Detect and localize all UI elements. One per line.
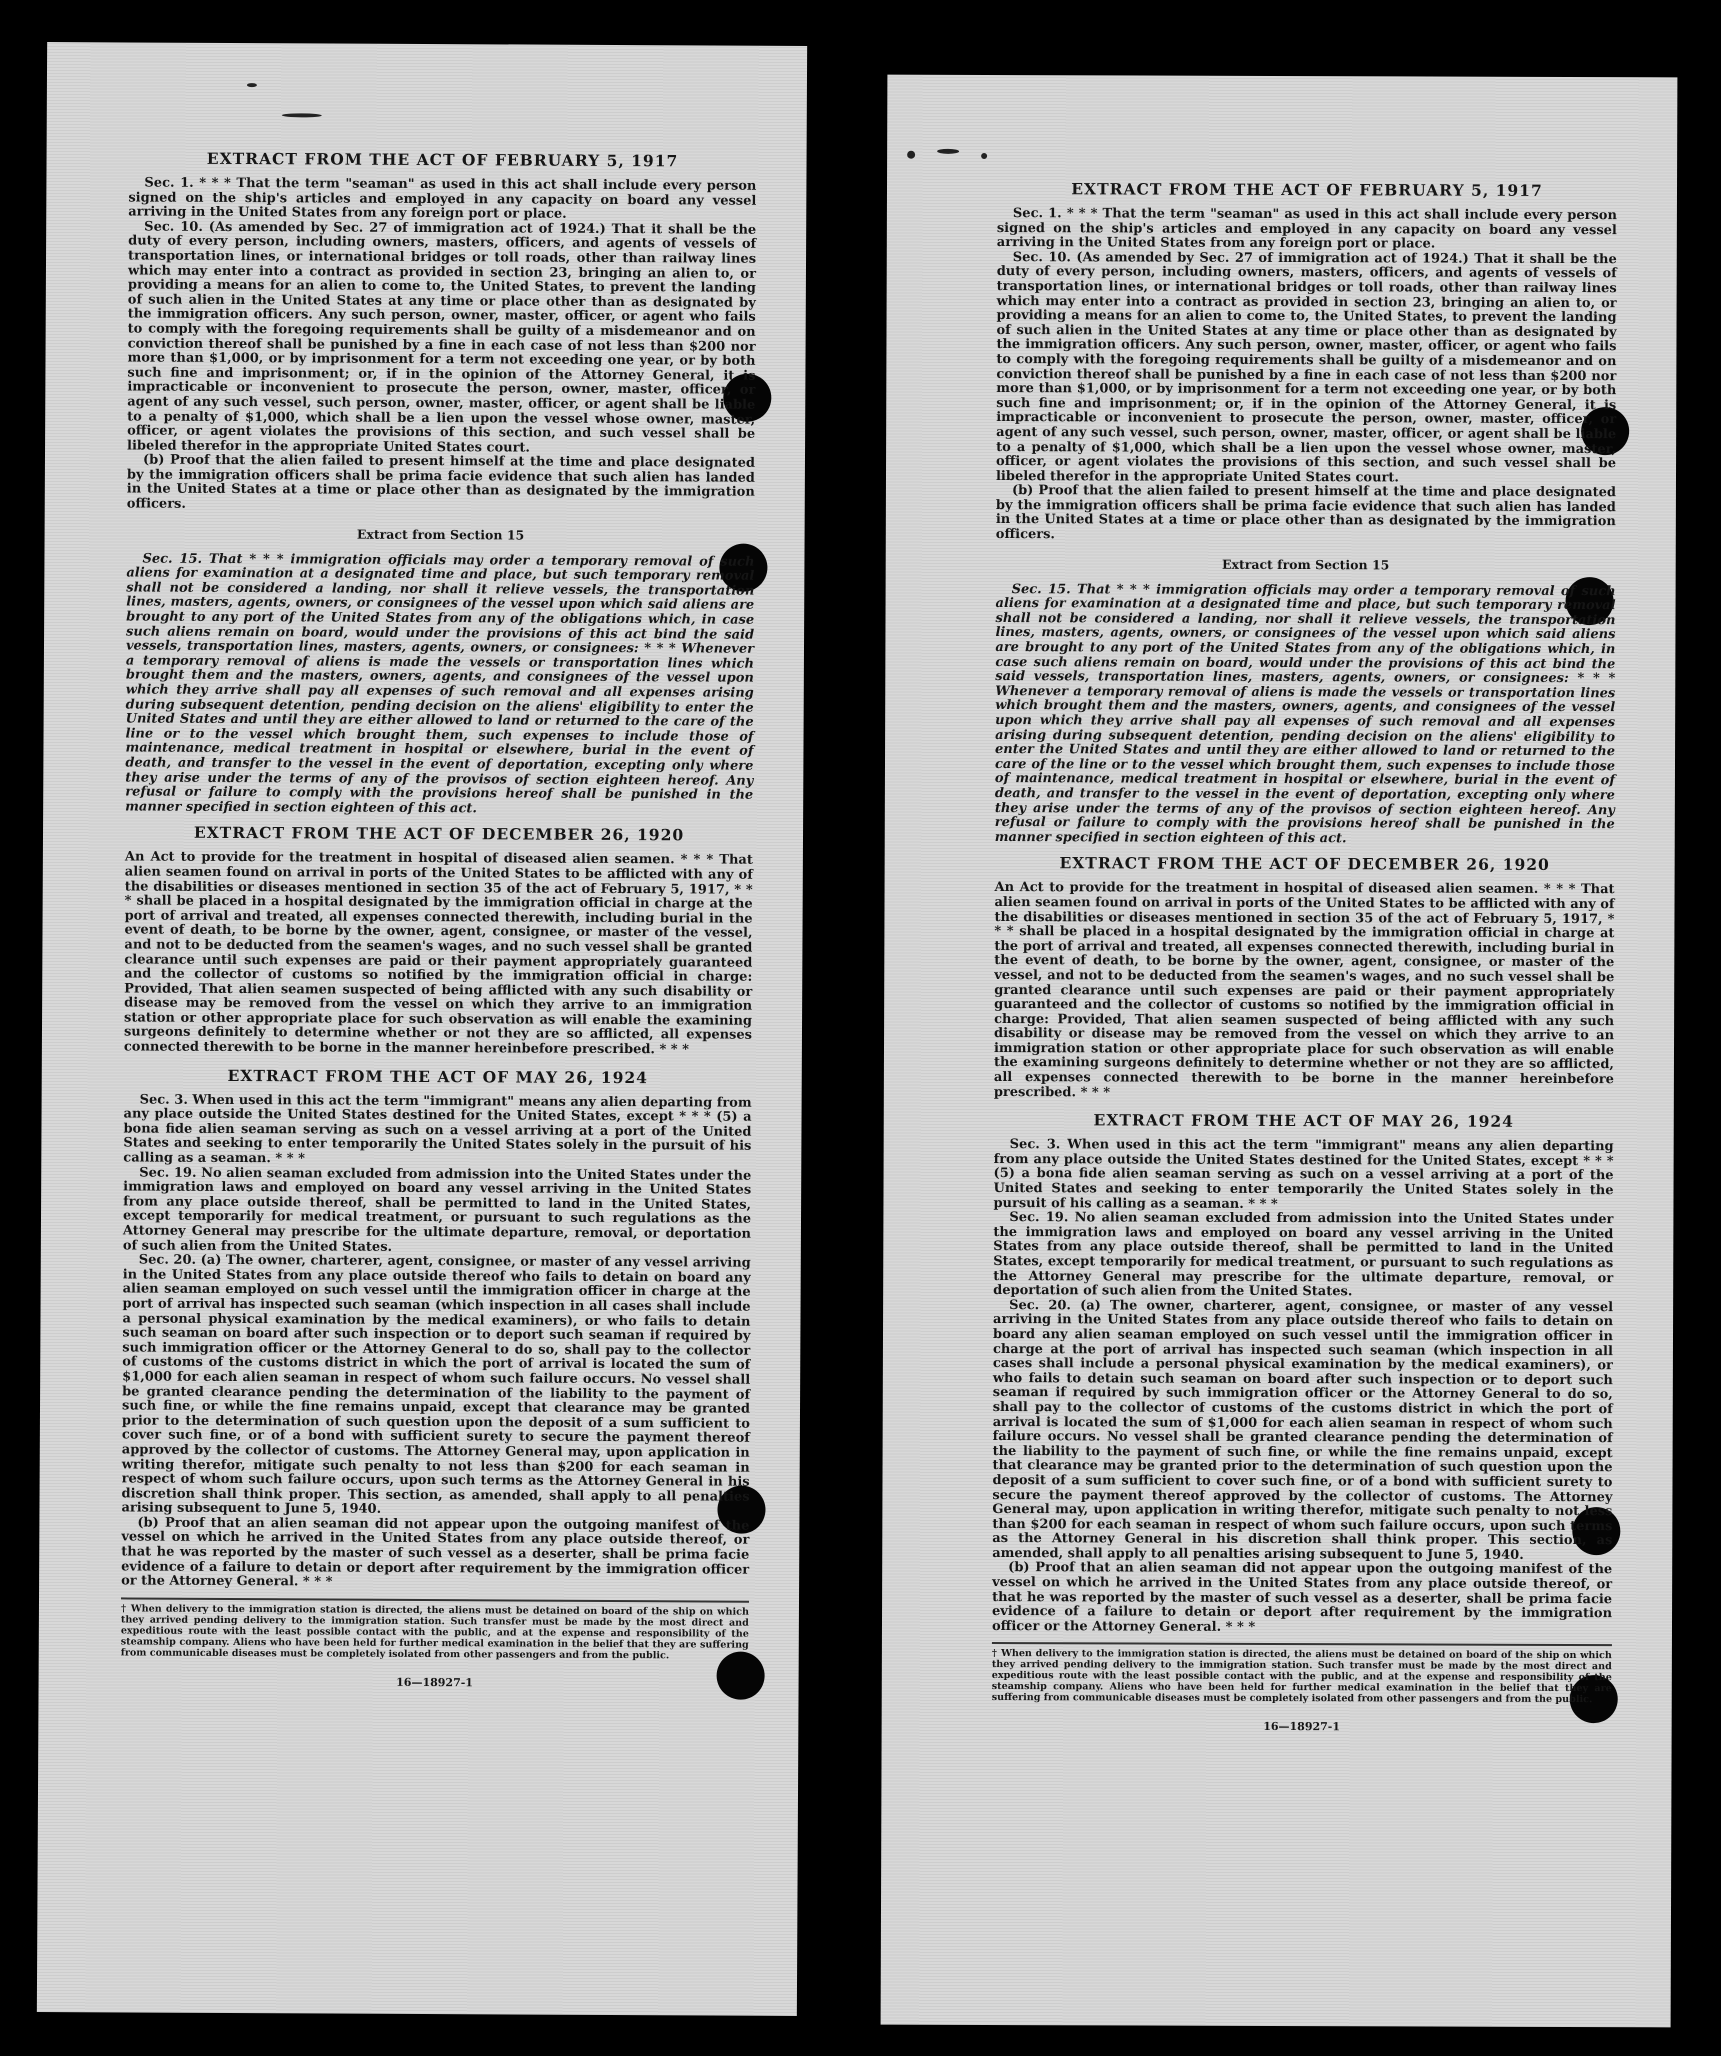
section-1-paragraph: Sec. 1. * * * That the term "seaman" as used in this act shall include every person signed on the ship's articles and employed in any capacity on board any vessel arriving in the United States from any foreign port or place. (128, 175, 757, 222)
section-20b-paragraph: (b) Proof that an alien seaman did not appear upon the outgoing manifest of the vessel on which he arrived in the United States from any place outside thereof, or that he was reported by the master of such vessel as a deserter, shall be prima facie evidence of a failure to detain or deport after requirement by the immigration officer or the Attorney General. * * * (991, 1560, 1613, 1635)
section-20a-paragraph: Sec. 20. (a) The owner, charterer, agent, consignee, or master of any vessel arriving in the United States from any place outside thereof who fails to detain on board any alien seaman employed on such vessel until the immigration officer in charge at the port of arrival has inspected such seaman (which inspection in all cases shall include a personal physical examination by the medical examiners), or who fails to detain such seaman on board after such inspection or to deport such seaman if required by such immigration officer or the Attorney General to do so, shall pay to the collector of customs of the customs district in which the port of arrival is located the sum of $1,000 for each alien seaman in respect of whom such failure occurs. No vessel shall be granted clearance pending the determination of the liability to the payment of such fine, or while the fine remains unpaid, except that clearance may be granted prior to the determination of such question upon the deposit of a sum sufficient to cover such fine, or of a bond with sufficient surety to secure the payment thereof approved by the collector of customs. The Attorney General may, upon application in writing therefor, mitigate such penalty to not less than $200 for each seaman in respect of whom such failure occurs, upon such terms as the Attorney General in his discretion shall think proper. This section, as amended, shall apply to all penalties arising subsequent to June 5, 1940. (121, 1252, 751, 1518)
extract-title-feb-1917: EXTRACT FROM THE ACT OF FEBRUARY 5, 1917 (1071, 179, 1543, 200)
extract-title-feb-1917: EXTRACT FROM THE ACT OF FEBRUARY 5, 1917 (206, 148, 679, 171)
ink-smudge (907, 151, 915, 159)
section-15-title: Extract from Section 15 (1222, 556, 1390, 573)
document-page-left (37, 42, 807, 2016)
section-10-paragraph: Sec. 10. (As amended by Sec. 27 of immigration act of 1924.) That it shall be the duty of every person, including owners, masters, officers, and agents of vessels of transportation lines, or international bridges or toll roads, other than railway lines which may enter into a contract as provided in section 23, bringing an alien to, or providing a means for an alien to come to, the United States, to prevent the landing of such alien in the United States at any time or place other than as designated by the immigration officers. Any such person, owner, master, officer, or agent who fails to comply with the foregoing requirements shall be guilty of a misdemeanor and on conviction thereof shall be punished by a fine in each case of not less than $200 nor more than $1,000, or by imprisonment for a term not exceeding one year, or by both such fine and imprisonment; or, if in the opinion of the Attorney General, it is impracticable or inconvenient to prosecute the person, owner, master, officer, or agent of any such vessel, such person, owner, master, officer, or agent shall be liable to a penalty of $1,000, which shall be a lien upon the vessel whose owner, master, officer, or agent violates the provisions of this section, and such vessel shall be libeled therefor in the appropriate United States court. (995, 249, 1617, 486)
section-1-paragraph: Sec. 1. * * * That the term "seaman" as used in this act shall include every person signed on the ship's articles and employed in any capacity on board any vessel arriving in the United States from any foreign port or place. (996, 206, 1617, 252)
act-1920-paragraph: An Act to provide for the treatment in hospital of diseased alien seamen. * * * That alien seamen found on arrival in ports of the United States to be afflicted with any of the disabilities or diseases mentioned in section 35 of the act of February 5, 1917, * * * shall be placed in a hospital designated by the immigration official in charge at the port of arrival and treated, all expenses connected therewith, including burial in the event of death, to be borne by the owner, agent, consignee, or master of the vessel, and not to be deducted from the seamen's wages, and no such vessel shall be granted clearance until such expenses are paid or their payment appropriately guaranteed and the collector of customs so notified by the immigration official in charge: Provided, That alien seamen suspected of being afflicted with any such disability or disease may be removed from the vessel on which they arrive to an immigration station or other appropriate place for such observation as will enable the examining surgeons definitely to determine whether or not they are so afflicted, all expenses connected therewith to be borne in the manner hereinbefore prescribed. * * * (123, 849, 753, 1058)
section-3-paragraph: Sec. 3. When used in this act the term "immigrant" means any alien departing from any place outside the United States destined for the United States, except * * * (5) a bona fide alien seaman serving as such on a vessel arriving at a port of the United States and seeking to enter temporarily the United States solely in the pursuit of his calling as a seaman. * * * (993, 1137, 1614, 1212)
document-page-right (881, 75, 1678, 2028)
act-1920-paragraph: An Act to provide for the treatment in hospital of diseased alien seamen. * * * That alien seamen found on arrival in ports of the United States to be afflicted with any of the disabilities or diseases mentioned in section 35 of the act of February 5, 1917, * * * shall be placed in a hospital designated by the immigration official in charge at the port of arrival and treated, all expenses connected therewith, including burial in the event of death, to be borne by the owner, agent, consignee, or master of the vessel, and not to be deducted from the seamen's wages, and no such vessel shall be granted clearance until such expenses are paid or their payment appropriately guaranteed and the collector of customs so notified by the immigration official in charge: Provided, That alien seamen suspected of being afflicted with any such disability or disease may be removed from the vessel on which they arrive to an immigration station or other appropriate place for such observation as will enable the examining surgeons definitely to determine whether or not they are so afflicted, all expenses connected therewith to be borne in the manner hereinbefore prescribed. * * * (993, 880, 1615, 1101)
footnote: † When delivery to the immigration station is directed, the aliens must be detained on board of the ship on which they arrived pending delivery to the immigration station. Such transfer must be made by the most direct and expeditious route with the least possible contact with the public, and at the expense and responsibility of the steamship company. Aliens who have been held for further medical examination in the belief that they are suffering from communicable diseases must be completely isolated from other passengers and from the public. (121, 1597, 749, 1661)
section-10b-paragraph: (b) Proof that the alien failed to present himself at the time and place designated by the immigration officers shall be prima facie evidence that such alien has landed in the United States at a time or place other than as designated by the immigration officers. (995, 483, 1616, 543)
ink-smudge (282, 113, 322, 117)
document-body (121, 148, 757, 1690)
ink-smudge (937, 149, 959, 154)
section-10b-paragraph: (b) Proof that the alien failed to present himself at the time and place designated by the immigration officers shall be prima facie evidence that such alien has landed in the United States at a time or place other than as designated by the immigration officers. (126, 452, 756, 512)
section-15-paragraph: Sec. 15. That * * * immigration officials may order a temporary removal of such aliens for examination at a designated time and place, but such temporary removal shall not be considered a landing, nor shall it relieve vessels, the transportation lines, masters, agents, owners, or consignees of the vessel upon which said aliens are brought to any port of the United States from any of the obligations which, in case such aliens remain on board, would under the provisions of this act bind the said vessels, transportation lines, masters, agents, owners, or consignees: * * * Whenever a temporary removal of aliens is made the vessels or transportation lines which brought them and the masters, owners, agents, and consignees of the vessel upon which they arrive shall pay all expenses of such removal and all expenses arising during subsequent detention, pending decision on the aliens' eligibility to enter the United States and until they are either allowed to land or returned to the care of the line or to the vessel which brought them, such expenses to include those of maintenance, medical treatment in hospital or elsewhere, burial in the event of death, and transfer to the vessel in the event of deportation, excepting only where they arise under the terms of any of the provisos of section eighteen hereof. Any refusal or failure to comply with the provisions hereof shall be punished in the manner specified in section eighteen of this act. (125, 551, 755, 817)
section-19-paragraph: Sec. 19. No alien seaman excluded from admission into the United States under the immigration laws and employed on board any vessel arriving in the United States from any place outside thereof, shall be permitted to land in the United States, except temporarily for medical treatment, or pursuant to such regulations as the Attorney General may prescribe for the ultimate departure, removal, or deportation of such alien from the United States. (993, 1210, 1614, 1300)
footnote: † When delivery to the immigration station is directed, the aliens must be detained on board of the ship on which they arrived pending delivery to the immigration station. Such transfer must be made by the most direct and expeditious route with the least possible contact with the public, and at the expense and responsibility of the steamship company. Aliens who have been held for further medical examination in the belief that they are suffering from communicable diseases must be completely isolated from other passengers and from the public. (992, 1642, 1612, 1705)
form-code: 16—18927-1 (1263, 1720, 1341, 1734)
section-15-title: Extract from Section 15 (356, 526, 525, 543)
section-3-paragraph: Sec. 3. When used in this act the term "immigrant" means any alien departing from any place outside the United States destined for the United States, except * * * (5) a bona fide alien seaman serving as such on a vessel arriving at a port of the United States and seeking to enter temporarily the United States solely in the pursuit of his calling as a seaman. * * * (123, 1092, 752, 1167)
extract-title-may-1924: EXTRACT FROM THE ACT OF MAY 26, 1924 (1093, 1110, 1515, 1132)
section-19-paragraph: Sec. 19. No alien seaman excluded from admission into the United States under the immigration laws and employed on board any vessel arriving in the United States from any place outside thereof, shall be permitted to land in the United States, except temporarily for medical treatment, or pursuant to such regulations as the Attorney General may prescribe for the ultimate departure, removal, or deportation of such alien from the United States. (122, 1165, 752, 1255)
extract-title-dec-1920: EXTRACT FROM THE ACT OF DECEMBER 26, 1920 (193, 823, 685, 845)
section-20b-paragraph: (b) Proof that an alien seaman did not appear upon the outgoing manifest of the vessel on which he arrived in the United States from any place outside thereof, or that he was reported by the master of such vessel as a deserter, shall be prima facie evidence of a failure to detain or deport after requirement by the immigration officer or the Attorney General. * * * (121, 1515, 750, 1590)
section-15-paragraph: Sec. 15. That * * * immigration officials may order a temporary removal of such aliens for examination at a designated time and place, but such temporary removal shall not be considered a landing, nor shall it relieve vessels, the transportation lines, masters, agents, owners, or consignees of the vessel upon which said aliens are brought to any port of the United States from any of the obligations which, in case such aliens remain on board, would under the provisions of this act bind the said vessels, transportation lines, masters, agents, owners, or consignees: * * * Whenever a temporary removal of aliens is made the vessels or transportation lines which brought them and the masters, owners, agents, and consignees of the vessel upon which they arrive shall pay all expenses of such removal and all expenses arising during subsequent detention, pending decision on the aliens' eligibility to enter the United States and until they are either allowed to land or returned to the care of the line or to the vessel which brought them, such expenses to include those of maintenance, medical treatment in hospital or elsewhere, burial in the event of death, and transfer to the vessel in the event of deportation, excepting only where they arise under the terms of any of the provisos of section eighteen hereof. Any refusal or failure to comply with the provisions hereof shall be punished in the manner specified in section eighteen of this act. (994, 581, 1616, 846)
section-20a-paragraph: Sec. 20. (a) The owner, charterer, agent, consignee, or master of any vessel arriving in the United States from any place outside thereof who fails to detain on board any alien seaman employed on such vessel until the immigration officer in charge at the port of arrival has inspected such seaman (which inspection in all cases shall include a personal physical examination by the medical examiners), or who fails to detain such seaman on board after such inspection or to deport such seaman if required by such immigration officer or the Attorney General to do so, shall pay to the collector of customs of the customs district in which the port of arrival is located the sum of $1,000 for each alien seaman in respect of whom such failure occurs. No vessel shall be granted clearance pending the determination of the liability to the payment of such fine, or while the fine remains unpaid, except that clearance may be granted prior to the determination of such question upon the deposit of a sum sufficient to cover such fine, or of a bond with sufficient surety to secure the payment thereof approved by the collector of customs. The Attorney General may, upon application in writing therefor, mitigate such penalty to not less than $200 for each seaman in respect of whom such failure occurs, upon such terms as the Attorney General in his discretion shall think proper. This section, as amended, shall apply to all penalties arising subsequent to June 5, 1940. (992, 1297, 1614, 1563)
document-body (992, 179, 1617, 1735)
extract-title-may-1924: EXTRACT FROM THE ACT OF MAY 26, 1924 (227, 1065, 649, 1087)
extract-title-dec-1920: EXTRACT FROM THE ACT OF DECEMBER 26, 1920 (1059, 853, 1550, 875)
form-code: 16—18927-1 (396, 1675, 474, 1690)
section-10-paragraph: Sec. 10. (As amended by Sec. 27 of immigration act of 1924.) That it shall be the duty of every person, including owners, masters, officers, and agents of vessels of transportation lines, or international bridges or toll roads, other than railway lines which may enter into a contract as provided in section 23, bringing an alien to, or providing a means for an alien to come to, the United States, to prevent the landing of such alien in the United States at any time or place other than as designated by the immigration officers. Any such person, owner, master, officer, or agent who fails to comply with the foregoing requirements shall be guilty of a misdemeanor and on conviction thereof shall be punished by a fine in each case of not less than $200 nor more than $1,000, or by imprisonment for a term not exceeding one year, or by both such fine and imprisonment; or, if in the opinion of the Attorney General, it is impracticable or inconvenient to prosecute the person, owner, master, officer, or agent of any such vessel, such person, owner, master, officer, or agent shall be liable to a penalty of $1,000, which shall be a lien upon the vessel whose owner, master, officer, or agent violates the provisions of this section, and such vessel shall be libeled therefor in the appropriate United States court. (127, 219, 757, 456)
ink-smudge (981, 153, 987, 159)
ink-smudge (247, 83, 257, 87)
